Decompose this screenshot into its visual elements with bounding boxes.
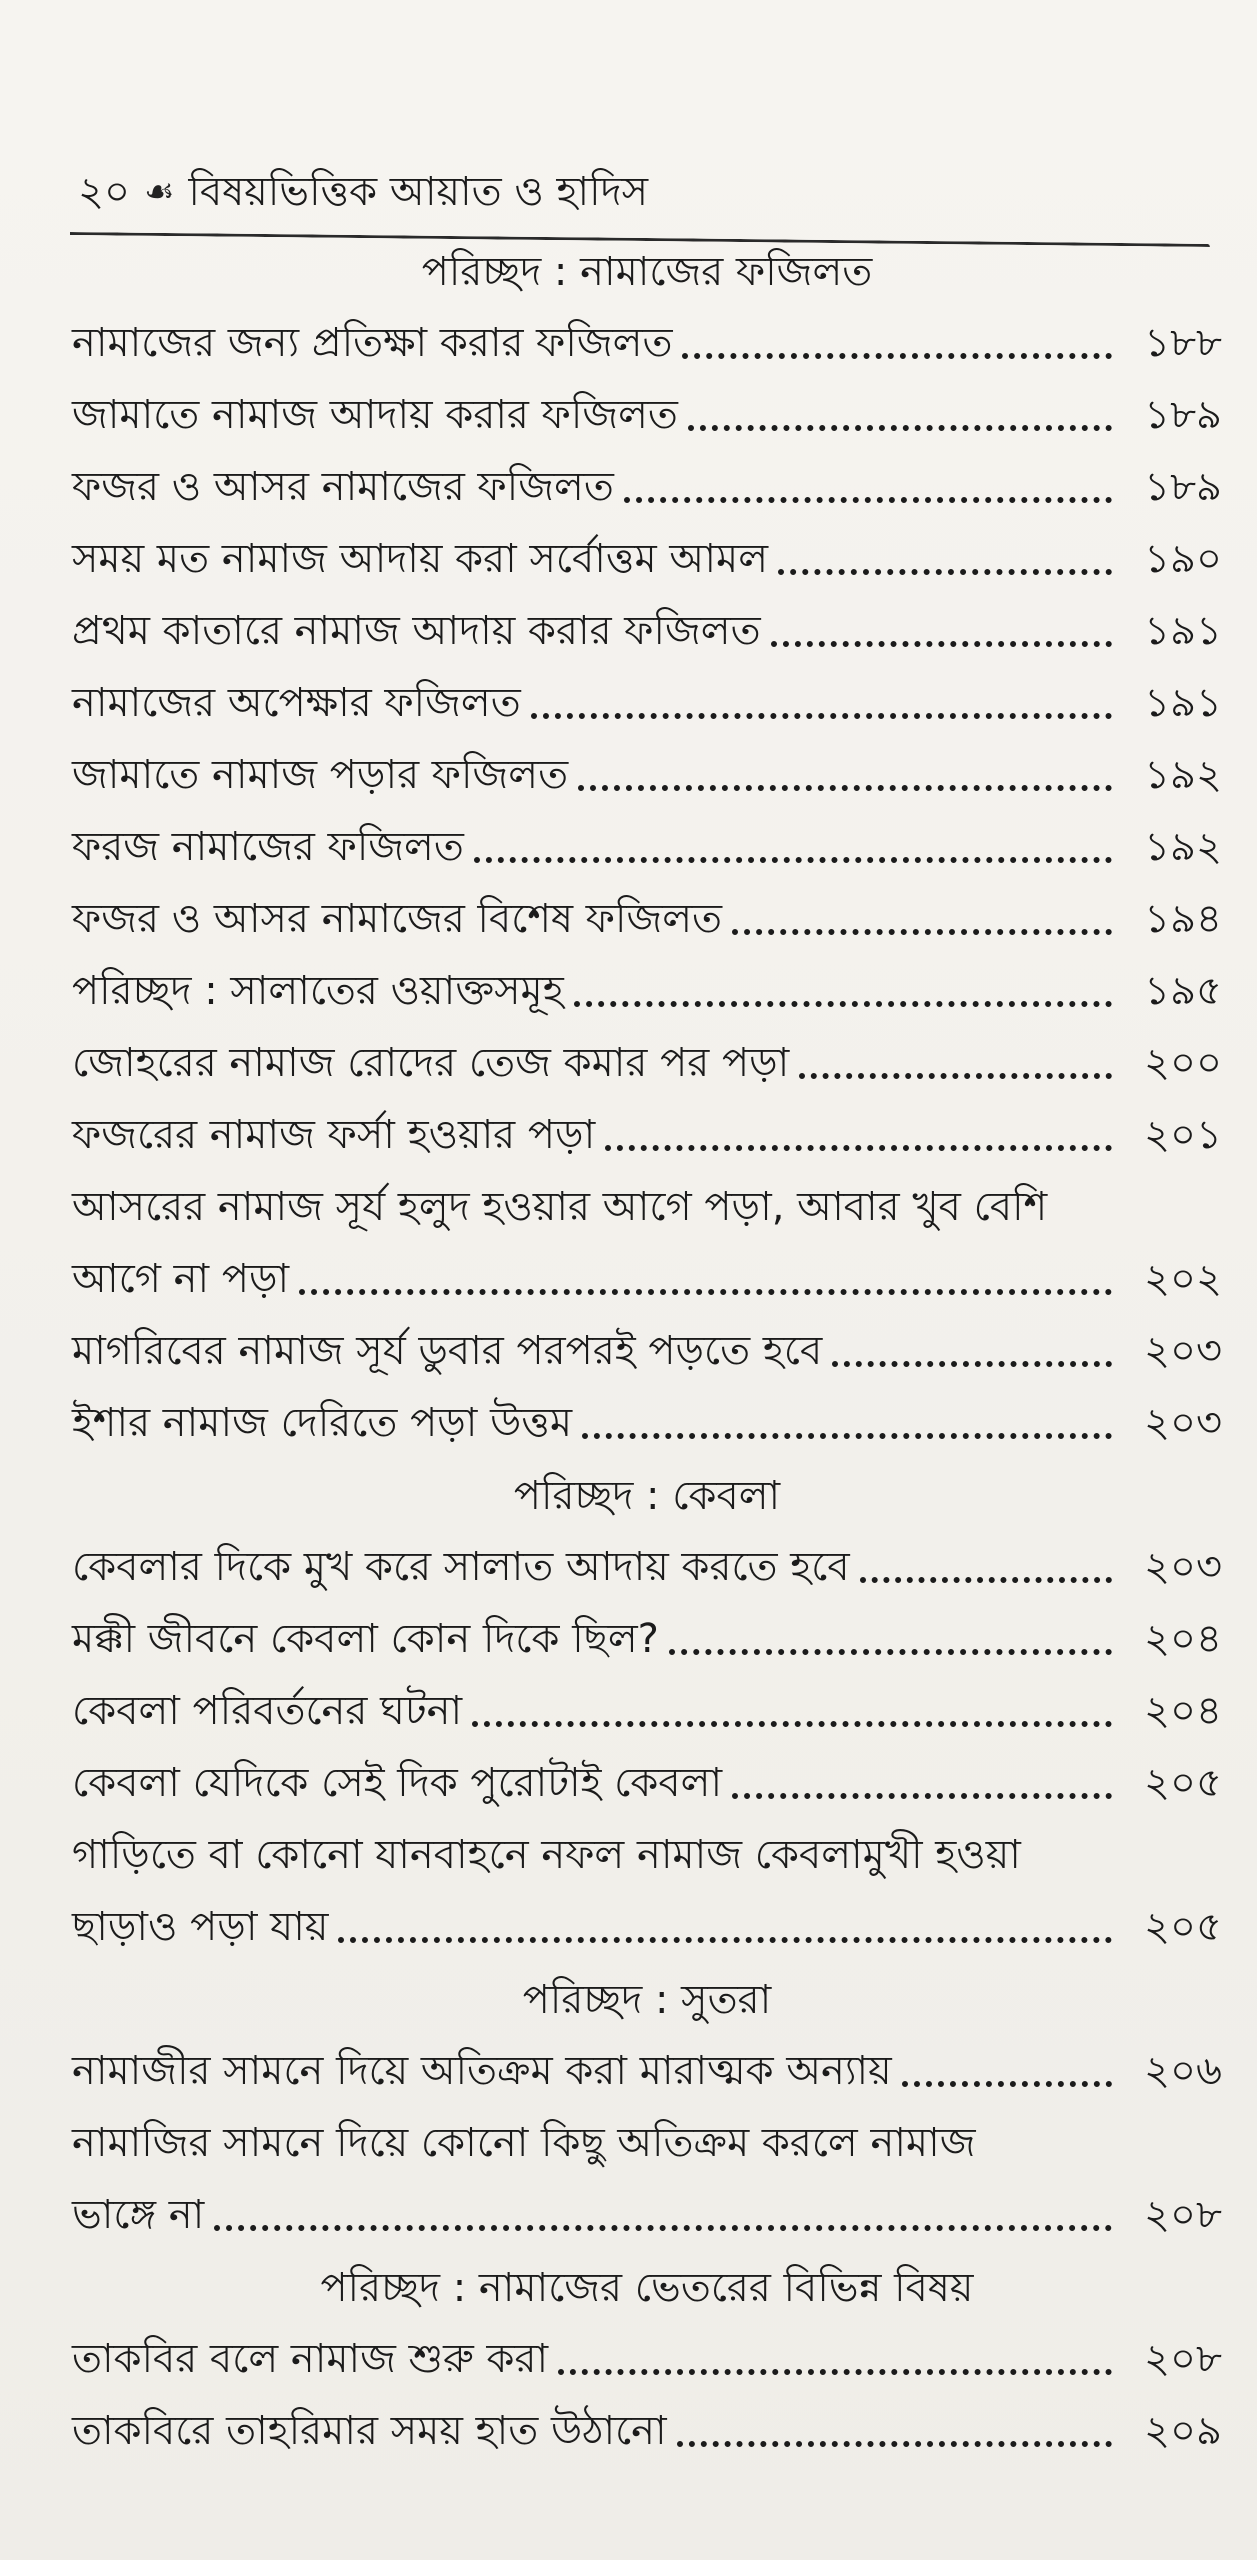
toc-entry-title-continued: ভাঙ্গে না (72, 2191, 205, 2238)
toc-entry-title: গাড়িতে বা কোনো যানবাহনে নফল নামাজ কেবলামুখী হওয়া (72, 1831, 1021, 1878)
toc-entry (72, 1892, 1222, 1964)
dot-leader (582, 1433, 1112, 1439)
section-heading: পরিচ্ছদ : সুতরা (522, 1977, 772, 2023)
toc-entry-title: কেবলার দিকে মুখ করে সালাত আদায় করতে হবে (72, 1543, 850, 1590)
dot-leader (902, 2081, 1112, 2087)
toc-entry-page: ২০৪ (1144, 1615, 1222, 1662)
header-book-title: বিষয়ভিত্তিক আয়াত ও হাদিস (188, 169, 649, 215)
toc-entry-title: সময় মত নামাজ আদায় করা সর্বোত্তম আমল (72, 535, 769, 582)
dot-leader (531, 713, 1112, 719)
toc-entry-title: ফজর ও আসর নামাজের বিশেষ ফজিলত (72, 895, 723, 942)
dot-leader (771, 641, 1112, 647)
toc-entry-page: ১৯১ (1144, 607, 1222, 654)
toc-entry-title-continued: আগে না পড়া (72, 1255, 290, 1302)
toc-entry (72, 380, 1222, 452)
dot-leader (338, 1937, 1112, 1943)
dot-leader (732, 1793, 1112, 1799)
toc-entry (72, 308, 1222, 380)
toc-entry-page: ১৯২ (1144, 823, 1222, 870)
toc-entry (72, 812, 1222, 884)
toc-entry-page: ২০৬ (1143, 2047, 1222, 2094)
dot-leader (860, 1577, 1112, 1583)
toc-entry-page: ২০৪ (1144, 1687, 1222, 1734)
toc-entry-title: ফজরের নামাজ ফর্সা হওয়ার পড়া (72, 1111, 596, 1158)
toc-entry-title: ফজর ও আসর নামাজের ফজিলত (72, 463, 614, 510)
toc-entry (72, 1604, 1222, 1676)
toc-entry-page: ১৯৫ (1144, 967, 1222, 1014)
toc-entry (72, 740, 1222, 812)
toc-entry (72, 452, 1222, 524)
toc-entry-page: ১৮৮ (1144, 319, 1222, 366)
toc-entry-first-line (72, 2108, 1222, 2180)
toc-entry-first-line (72, 1172, 1222, 1244)
dot-leader (688, 425, 1112, 431)
toc-entry-title: পরিচ্ছদ : সালাতের ওয়াক্তসমূহ (72, 967, 564, 1014)
toc-entry (72, 1244, 1222, 1316)
section-heading: পরিচ্ছদ : কেবলা (513, 1473, 781, 1519)
dot-leader (799, 1073, 1112, 1079)
dot-leader (732, 929, 1112, 935)
toc-entry-first-line (72, 1820, 1222, 1892)
toc-entry (72, 1316, 1222, 1388)
toc-entry-title: নামাজের অপেক্ষার ফজিলত (72, 679, 521, 726)
toc-entry-page: ১৯১ (1144, 679, 1222, 726)
toc-entry-title: নামাজের জন্য প্রতিক্ষা করার ফজিলত (72, 319, 673, 366)
toc-entry (72, 1388, 1222, 1460)
toc-entry-page: ২০২ (1143, 1255, 1222, 1302)
toc-entry-title: কেবলা যেদিকে সেই দিক পুরোটাই কেবলা (72, 1759, 723, 1806)
dot-leader (778, 569, 1112, 575)
dot-leader (472, 1721, 1112, 1727)
running-header (78, 168, 648, 216)
ornament-icon: ☙ (144, 172, 175, 212)
toc-entry (72, 1532, 1222, 1604)
toc-entry (72, 596, 1222, 668)
toc-entry-page: ১৮৯ (1144, 463, 1222, 510)
toc-entry (72, 2180, 1222, 2252)
toc-entry (72, 524, 1222, 596)
toc-entry-title: নামাজীর সামনে দিয়ে অতিক্রম করা মারাত্মক অন্যায় (72, 2047, 892, 2094)
toc-entry-page: ১৯২ (1144, 751, 1222, 798)
toc-entry (72, 1748, 1222, 1820)
toc-entry-title: মক্কী জীবনে কেবলা কোন দিকে ছিল? (72, 1615, 659, 1662)
toc-entry-page: ২০৮ (1144, 2191, 1222, 2238)
toc-entry-title: নামাজির সামনে দিয়ে কোনো কিছু অতিক্রম করলে নামাজ (72, 2119, 976, 2166)
toc-entry-title: কেবলা পরিবর্তনের ঘটনা (72, 1687, 463, 1734)
toc-entry-page: ২০৯ (1144, 2407, 1222, 2454)
dot-leader (578, 785, 1112, 791)
toc-entry-title: জামাতে নামাজ পড়ার ফজিলত (72, 751, 569, 798)
dot-leader (558, 2369, 1112, 2375)
toc-entry (72, 1100, 1222, 1172)
toc-entry-page: ১৯০ (1144, 535, 1222, 582)
toc-entry-title: ফরজ নামাজের ফজিলত (72, 823, 464, 870)
toc-entry-page: ২০৮ (1144, 2335, 1222, 2382)
toc-entry-title: তাকবির বলে নামাজ শুরু করা (72, 2335, 549, 2382)
toc-entry (72, 2036, 1222, 2108)
toc-entry-title: জোহরের নামাজ রোদের তেজ কমার পর পড়া (72, 1039, 790, 1086)
toc-entry-page: ১৯৪ (1144, 895, 1222, 942)
toc-entry-title-continued: ছাড়াও পড়া যায় (72, 1903, 329, 1950)
toc-entry (72, 1676, 1222, 1748)
table-of-contents (72, 236, 1222, 2468)
toc-entry-page: ১৮৯ (1144, 391, 1222, 438)
toc-entry (72, 956, 1222, 1028)
toc-entry-title: আসরের নামাজ সূর্য হলুদ হওয়ার আগে পড়া, আবার খুব বেশি (72, 1183, 1048, 1230)
toc-entry (72, 668, 1222, 740)
toc-entry-page: ২০৫ (1144, 1759, 1222, 1806)
toc-entry-page: ২০৩ (1143, 1399, 1222, 1446)
dot-leader (605, 1145, 1112, 1151)
toc-entry-title: প্রথম কাতারে নামাজ আদায় করার ফজিলত (72, 607, 761, 654)
toc-entry-title: মাগরিবের নামাজ সূর্য ডুবার পরপরই পড়তে হবে (72, 1327, 823, 1374)
toc-entry (72, 2324, 1222, 2396)
dot-leader (624, 497, 1112, 503)
dot-leader (214, 2225, 1112, 2231)
dot-leader (669, 1649, 1112, 1655)
dot-leader (474, 857, 1112, 863)
dot-leader (574, 1001, 1112, 1007)
toc-entry-title: ইশার নামাজ দেরিতে পড়া উত্তম (72, 1399, 573, 1446)
toc-entry (72, 884, 1222, 956)
toc-entry (72, 1028, 1222, 1100)
toc-entry-page: ২০১ (1144, 1111, 1222, 1158)
header-page-number: ২০ (78, 169, 131, 215)
toc-entry-page: ২০৫ (1144, 1903, 1222, 1950)
toc-entry-title: তাকবিরে তাহরিমার সময় হাত উঠানো (72, 2407, 667, 2454)
dot-leader (832, 1361, 1112, 1367)
dot-leader (299, 1289, 1112, 1295)
section-heading: পরিচ্ছদ : নামাজের ফজিলত (421, 249, 873, 295)
toc-entry-page: ২০৩ (1143, 1327, 1222, 1374)
toc-entry-page: ২০৩ (1143, 1543, 1222, 1590)
dot-leader (677, 2441, 1112, 2447)
section-heading: পরিচ্ছদ : নামাজের ভেতরের বিভিন্ন বিষয় (320, 2265, 974, 2311)
toc-entry-title: জামাতে নামাজ আদায় করার ফজিলত (72, 391, 678, 438)
toc-entry (72, 2396, 1222, 2468)
dot-leader (682, 353, 1112, 359)
toc-entry-page: ২০০ (1143, 1039, 1222, 1086)
